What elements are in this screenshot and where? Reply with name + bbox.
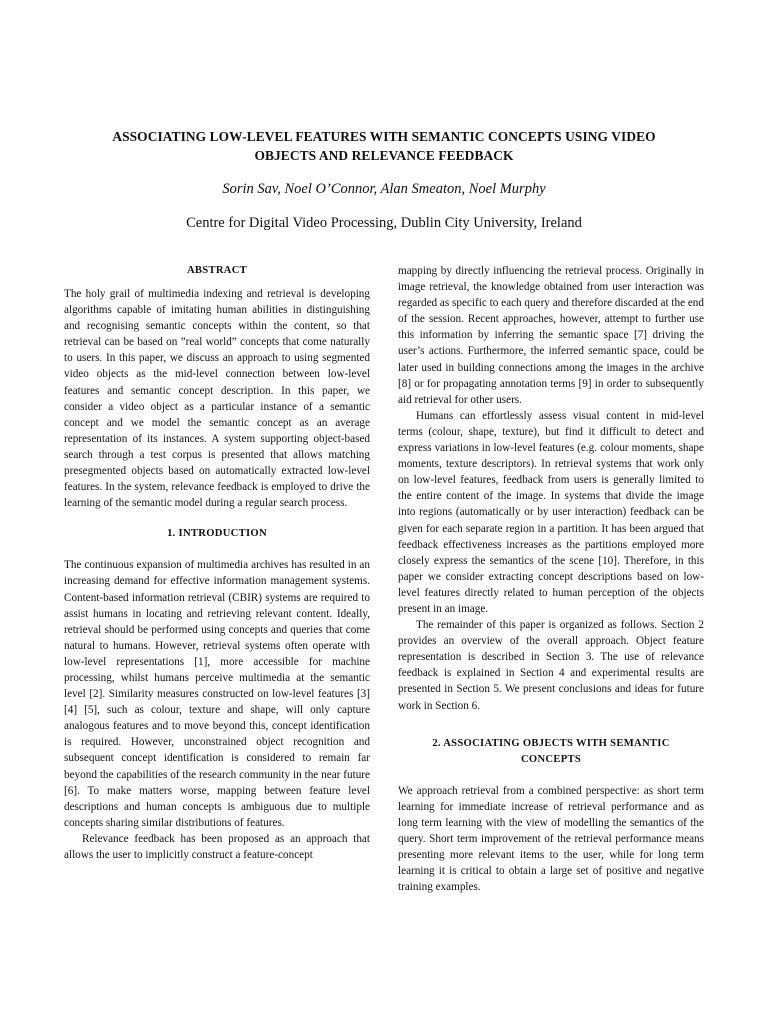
author-list: Sorin Sav, Noel O’Connor, Alan Smeaton, Noel Murphy [222,181,546,197]
right-column [398,263,704,895]
title-line-2: OBJECTS AND RELEVANCE FEEDBACK [254,148,514,163]
introduction-paragraph-4: The remainder of this paper is organized as follows. Section 2 provides an overview of the overall approach. Object feature representation is described in Section 3. The use of relevance feedback is explained in Section 4 and experimental results are presented in Section 5. We present conclusions and ideas for future work in Section 6. [398,619,704,712]
affiliation: Centre for Digital Video Processing, Dublin City University, Ireland [186,215,582,231]
section-2-heading-line-2: CONCEPTS [520,753,582,765]
introduction-heading: 1. INTRODUCTION [167,528,267,540]
section-2-heading [398,736,704,768]
left-column [64,263,370,863]
section-2-paragraph-1: We approach retrieval from a combined perspective: as short term learning for immediate increase of retrieval performance and as long term learning with the view of modelling the semantics of the query. Short term improvement of the retrieval performance means presenting more relevant items to the user, while for long term learning it is critical to obtain a large set of positive and negative training examples. [398,784,704,894]
introduction-paragraph-1: The continuous expansion of multimedia archives has resulted in an increasing demand for effective information management systems. Content-based information retrieval (CBIR) systems are required to assist humans in locating and retrieving relevant content. Ideally, retrieval should be performed using concepts and queries that come natural to humans. However, retrieval systems often operate with low-level representations [1], more accessible for machine processing, whilst humans perceive multimedia at the semantic level [2]. Similarity measures constructed on low-level features [3] [4] [5], such as colour, texture and shape, will only capture analogous features and to move beyond this, concept identification is required. However, unconstrained object recognition and subsequent concept identification is considered to remain far beyond the capabilities of the research community in the near future [6]. To make matters worse, mapping between feature level descriptions and human concepts is ambiguous due to multiple concepts sharing similar distributions of features. [64,559,370,829]
section-2-heading-line-1: 2. ASSOCIATING OBJECTS WITH SEMANTIC [432,737,670,749]
introduction-paragraph-2-continued: mapping by directly influencing the retrieval process. Originally in image retrieval, the knowledge obtained from user interaction was regarded as specific to each query and therefore discarded at the end of the session. Recent approaches, however, attempt to further use this information by inferring the semantic space [7] driving the user’s actions. Furthermore, the inferred semantic space, could be later used in building connections among the images in the archive [8] or for propagating annotation terms [9] in order to subsequently aid retrieval for other users. [398,265,704,406]
abstract-heading: ABSTRACT [186,265,248,276]
title-line-1: ASSOCIATING LOW-LEVEL FEATURES WITH SEMANTIC CONCEPTS USING VIDEO [112,129,656,144]
abstract-text: The holy grail of multimedia indexing and retrieval is developing algorithms capable of imitating human abilities in distinguishing and recognising semantic concepts within the content, so that retrieval can be based on ”real world” concepts that come naturally to users. In this paper, we discuss an approach to using segmented video objects as the mid-level connection between low-level features and semantic concept description. In this paper, we consider a video object as a particular instance of a semantic concept and we model the semantic concept as an average representation of its instances. A system supporting object-based search through a test corpus is presented that allows matching presegmented objects based on automatically extracted low-level features. In the system, relevance feedback is employed to drive the learning of the semantic model during a regular search process. [64,288,370,510]
introduction-paragraph-2: Relevance feedback has been proposed as an approach that allows the user to implicitly construct a feature-concept [64,832,370,861]
paper-title [60,127,708,165]
introduction-paragraph-3: Humans can effortlessly assess visual content in mid-level terms (colour, shape, texture), but find it difficult to detect and express variations in low-level features (e.g. colour moments, shape moments, texture descriptors). In retrieval systems that work only on low-level features, feedback from users is generally limited to the entire content of the image. In systems that divide the image into regions (automatically or by user interaction) feedback can be given for each separate region in a partition. It has been argued that feedback effectiveness increases as the partitions employed more closely express the semantics of the scene [10]. Therefore, in this paper we consider extracting concept descriptions based on low-level features directly related to human perception of the objects present in an image. [398,409,704,615]
